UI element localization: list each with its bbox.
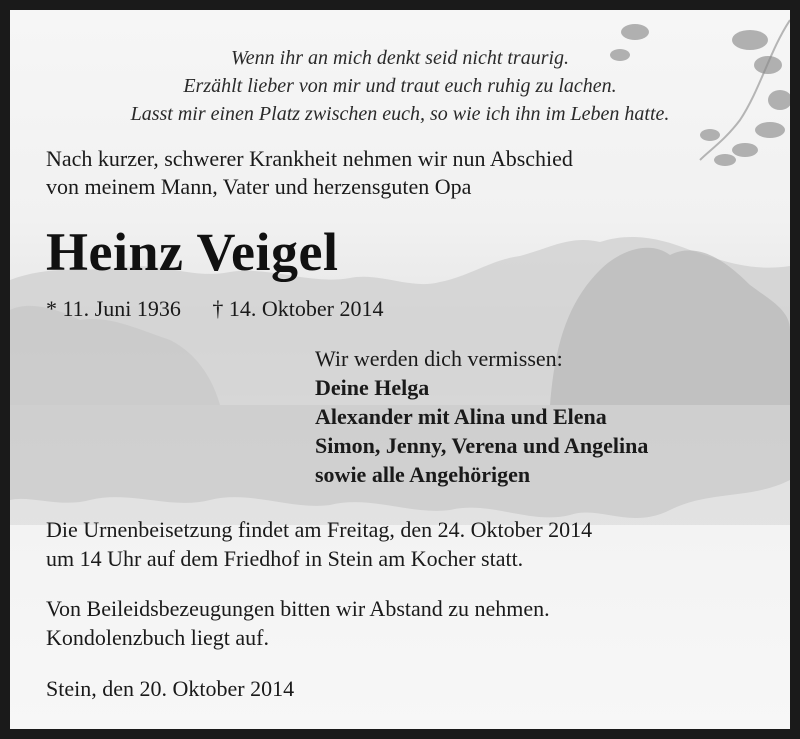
birth-date: * 11. Juni 1936: [46, 296, 181, 321]
intro-text: [46, 145, 573, 201]
life-dates: [46, 295, 383, 323]
place-date: Stein, den 20. Oktober 2014: [46, 676, 295, 701]
funeral-line: um 14 Uhr auf dem Friedhof in Stein am Kocher statt.: [46, 546, 524, 571]
funeral-info: [46, 515, 592, 573]
mourner-entry: Simon, Jenny, Verena und Angelina: [315, 433, 649, 458]
mourners-list: [315, 344, 648, 489]
condolence-info: [46, 594, 550, 652]
intro-line: von meinem Mann, Vater und herzensguten Opa: [46, 174, 472, 199]
condolence-line: Von Beileidsbezeugungen bitten wir Abstand zu nehmen.: [46, 596, 550, 621]
motto-line: Wenn ihr an mich denkt seid nicht traurig.: [230, 47, 570, 69]
obituary-notice: [10, 10, 790, 729]
mourner-entry: Alexander mit Alina und Elena: [315, 404, 607, 429]
motto-line: Erzählt lieber von mir und traut euch ruhig zu lachen.: [183, 75, 617, 97]
condolence-line: Kondolenzbuch liegt auf.: [46, 625, 269, 650]
mourner-entry: Deine Helga: [315, 375, 430, 400]
mourner-entry: sowie alle Angehörigen: [315, 462, 531, 487]
mourners-heading: Wir werden dich vermissen:: [315, 346, 563, 371]
intro-line: Nach kurzer, schwerer Krankheit nehmen wir nun Abschied: [46, 146, 573, 171]
deceased-name: Heinz Veigel: [46, 222, 339, 282]
funeral-line: Die Urnenbeisetzung findet am Freitag, den 24. Oktober 2014: [46, 517, 593, 542]
motto-poem: [50, 44, 750, 128]
death-date: † 14. Oktober 2014: [212, 296, 384, 321]
motto-line: Lasst mir einen Platz zwischen euch, so wie ich ihn im Leben hatte.: [130, 103, 670, 125]
